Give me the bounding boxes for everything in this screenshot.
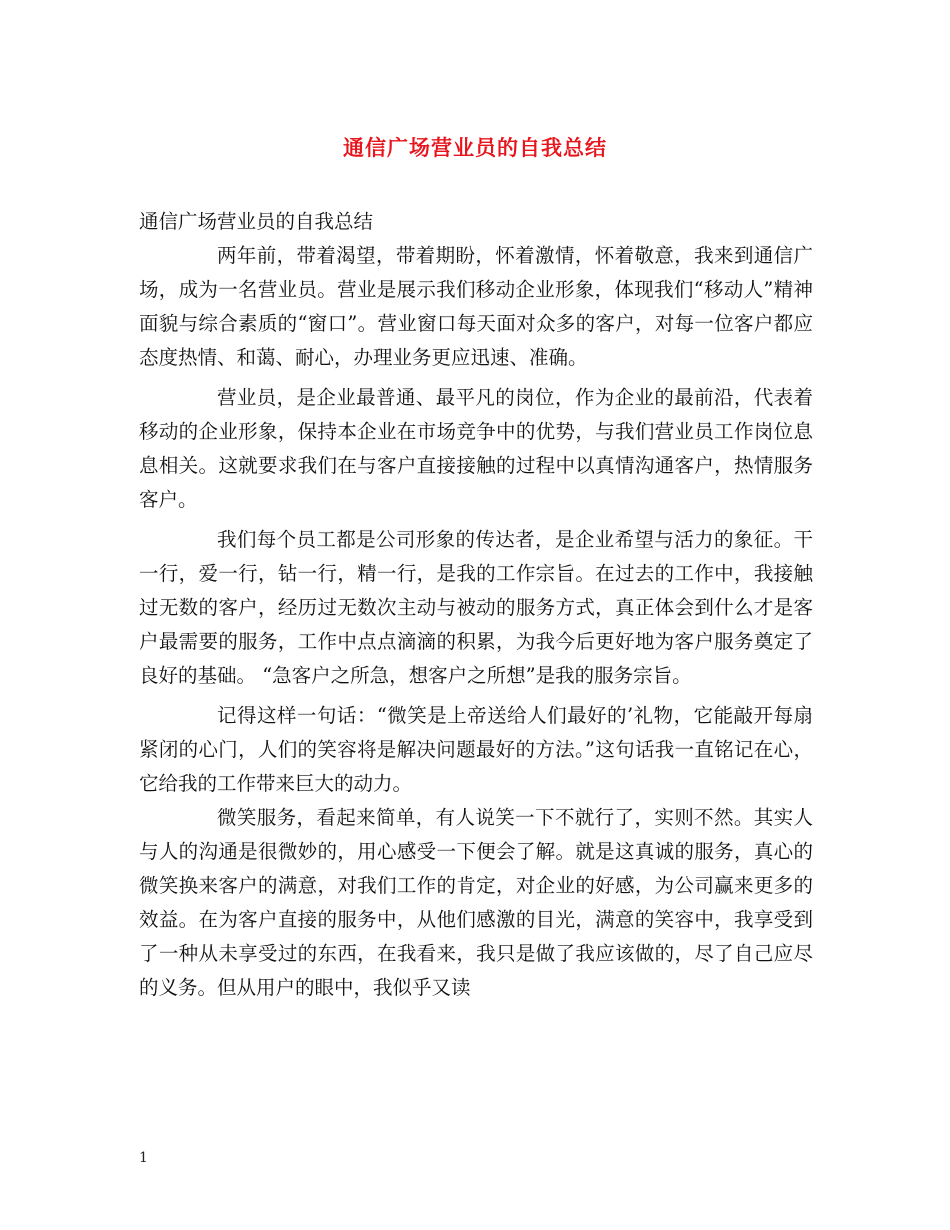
document-subtitle: 通信广场营业员的自我总结: [139, 210, 374, 233]
document-body: [139, 205, 813, 1005]
paragraph: 记得这样一句话：“微笑是上帝送给人们最好的’礼物，它能敲开每扇紧闭的心门，人们的笑容将是解决问题最好的方法。”这句话我一直铭记在心，它给我的工作带来巨大的动力。: [139, 704, 813, 795]
paragraph: 我们每个员工都是公司形象的传达者，是企业希望与活力的象征。干一行，爱一行，钻一行，精一行，是我的工作宗旨。在过去的工作中，我接触过无数的客户，经历过无数次主动与被动的服务方式，真正体会到什么才是客户最需要的服务，工作中点点滴滴的积累，为我今后更好地为客户服务奠定了良好的基础。 “急客户之所急，想客户之所想”是我的服务宗旨。: [139, 528, 813, 687]
document-title: 通信广场营业员的自我总结: [343, 135, 607, 160]
paragraph: 营业员，是企业最普通、最平凡的岗位，作为企业的最前沿，代表着移动的企业形象，保持本企业在市场竞争中的优势，与我们营业员工作岗位息息相关。这就要求我们在与客户直接接触的过程中以真情沟通客户，热情服务客户。: [139, 386, 813, 511]
paragraph: 两年前，带着渴望，带着期盼，怀着激情，怀着敬意，我来到通信广场，成为一名营业员。营业是展示我们移动企业形象，体现我们“移动人”精神面貌与综合素质的“窗口”。营业窗口每天面对众多的客户，对每一位客户都应态度热情、和蔼、耐心，办理业务更应迅速、准确。: [139, 244, 813, 369]
page-number: 1: [139, 1150, 148, 1166]
paragraph: 微笑服务，看起来简单，有人说笑一下不就行了，实则不然。其实人与人的沟通是很微妙的，用心感受一下便会了解。就是这真诚的服务，真心的微笑换来客户的满意，对我们工作的肯定，对企业的好感，为公司赢来更多的效益。在为客户直接的服务中，从他们感激的目光，满意的笑容中，我享受到了一种从未享受过的东西，在我看来，我只是做了我应该做的，尽了自己应尽的义务。但从用户的眼中，我似乎又读: [139, 806, 813, 999]
